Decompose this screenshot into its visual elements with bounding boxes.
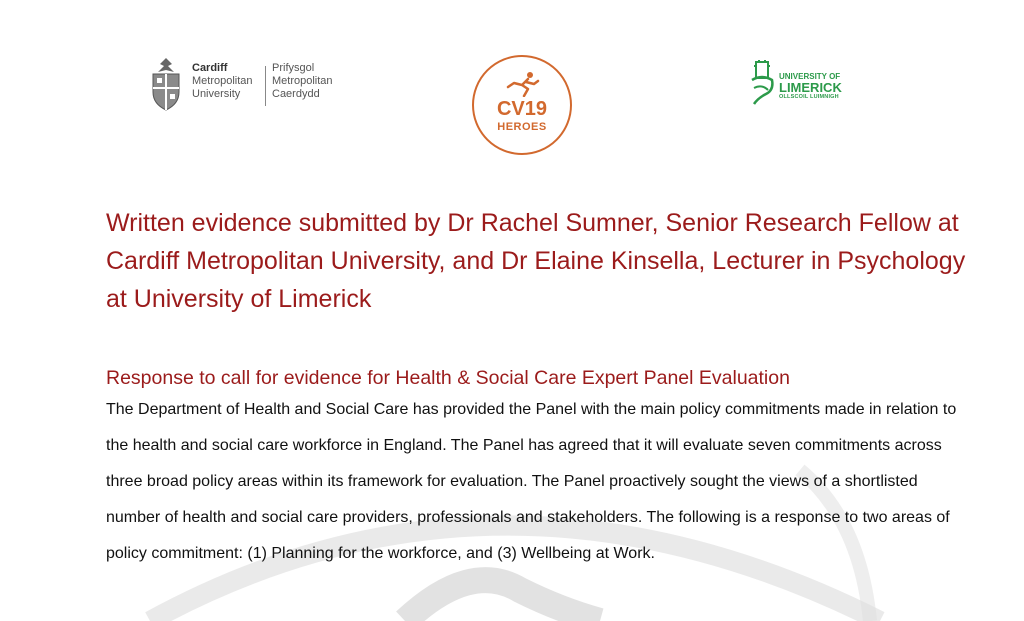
limerick-line-1: UNIVERSITY OF <box>779 72 841 81</box>
cardiff-line-3: University <box>192 88 241 100</box>
cardiff-crest-icon <box>148 56 184 112</box>
cardiff-line-1: Cardiff <box>192 62 228 74</box>
cardiff-met-logo <box>148 56 348 114</box>
cardiff-divider <box>265 66 266 106</box>
cv19-subtitle: HEROES <box>497 121 547 133</box>
cardiff-welsh-name <box>272 62 333 101</box>
limerick-wordmark <box>779 72 842 101</box>
cardiff-line-2: Metropolitan <box>192 75 253 87</box>
limerick-line-3: OLLSCOIL LUIMNIGH <box>779 94 839 100</box>
limerick-crest-icon <box>748 60 776 106</box>
cardiff-english-name <box>192 62 253 101</box>
cv19-heroes-logo <box>472 55 572 155</box>
document-title: Written evidence submitted by Dr Rachel Sumner, Senior Research Fellow at Cardiff Metropolitan University, and Dr Elaine Kinsella, Lecturer in Psychology at University of Limerick <box>106 209 966 313</box>
cardiff-welsh-line-2: Metropolitan <box>272 75 333 87</box>
runner-icon <box>502 71 542 97</box>
university-of-limerick-logo <box>748 60 868 108</box>
cardiff-welsh-line-3: Caerdydd <box>272 88 320 100</box>
body-paragraph: The Department of Health and Social Care has provided the Panel with the main policy commitments made in relation to the health and social care workforce in England. The Panel has agreed that it will evaluate seven commitments across three broad policy areas within its framework for evaluation. The Panel proactively sought the views of a shortlisted number of health and social care providers, professionals and stakeholders. The following is a response to two areas of policy commitment: (1) Planning for the workforce, and (3) Wellbeing at Work. <box>106 401 957 562</box>
cardiff-welsh-line-1: Prifysgol <box>272 62 315 74</box>
limerick-line-2: LIMERICK <box>779 80 842 95</box>
section-heading: Response to call for evidence for Health & Social Care Expert Panel Evaluation <box>106 367 790 389</box>
cv19-title: CV19 <box>496 98 548 120</box>
